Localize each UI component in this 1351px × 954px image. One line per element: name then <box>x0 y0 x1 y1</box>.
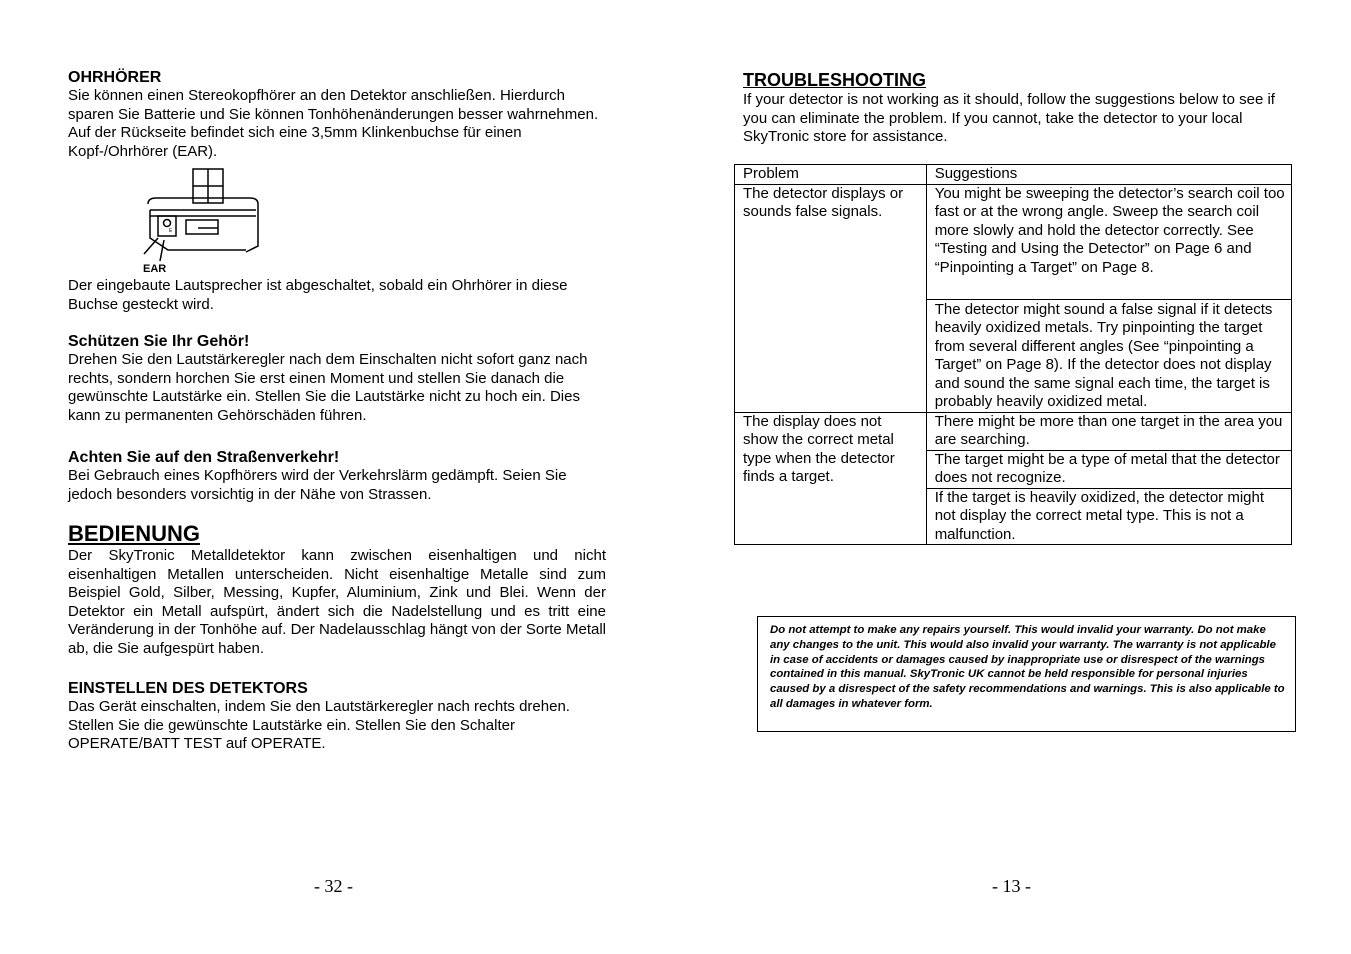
table-row <box>735 184 1292 299</box>
table-header-row <box>735 165 1292 185</box>
bedienung-heading: BEDIENUNG <box>68 521 201 546</box>
after-figure-text: Der eingebaute Lautsprecher ist abgeschaltet, sobald ein Ohrhörer in diese Buchse gesteckt wird. <box>68 277 568 313</box>
warranty-warning-text: Do not attempt to make any repairs yourself. This would invalid your warranty. Do not make any changes to the unit. This would also invalid your warranty. The warranty is not applicable in case of accidents or damages caused by inappropriate use or disrespect of the warnings contained in this manual. SkyTronic UK cannot be held responsible for personal injuries caused by a disrespect of the safety recommendations and warnings. This is also applicable to all damages in whatever form. <box>770 624 1285 710</box>
suggestion-cell-2b: The target might be a type of metal that the detector does not recognize. <box>926 450 1291 488</box>
verkehr-text: Bei Gebrauch eines Kopfhörers wird der Verkehrslärm gedämpft. Seien Sie jedoch besonders vorsichtig in der Nähe von Strassen. <box>68 467 567 503</box>
warranty-warning-box <box>757 616 1296 732</box>
suggestion-cell-1a: You might be sweeping the detector’s search coil too fast or at the wrong angle. Sweep the search coil more slowly and hold the detector correctly. See “Testing and Using the Detector” on Page 6 and “Pinpointing a Target” on Page 8. <box>926 184 1291 299</box>
ear-label: EAR <box>143 263 167 275</box>
troubleshooting-heading: TROUBLESHOOTING <box>743 70 926 90</box>
einstellen-text: Das Gerät einschalten, indem Sie den Lautstärkeregler nach rechts drehen. Stellen Sie die gewünschte Lautstärke ein. Stellen Sie den Schalter OPERATE/BATT TEST auf OPERATE. <box>68 698 570 752</box>
right-page-number: - 13 - <box>992 876 1031 896</box>
schuetzen-section <box>68 332 608 425</box>
bedienung-section <box>68 521 606 658</box>
ohrhoerer-text: Sie können einen Stereokopfhörer an den Detektor anschließen. Hierdurch sparen Sie Batterie und Sie können Tonhöhenänderungen besser wahrnehmen. Auf der Rückseite befindet sich eine 3,5mm Klinkenbuchse für einen Kopf-/Ohrhörer (EAR). <box>68 87 599 160</box>
header-problem: Problem <box>735 165 927 185</box>
header-suggestions: Suggestions <box>926 165 1291 185</box>
suggestion-cell-2a: There might be more than one target in the area you are searching. <box>926 412 1291 450</box>
svg-text:E: E <box>169 228 173 234</box>
troubleshooting-text: If your detector is not working as it should, follow the suggestions below to see if you can eliminate the problem. If you cannot, take the detector to your local SkyTronic store for assistance. <box>743 91 1275 145</box>
problem-cell-1: The detector displays or sounds false signals. <box>735 184 927 412</box>
ohrhoerer-section <box>68 68 608 161</box>
suggestion-cell-1b: The detector might sound a false signal if it detects heavily oxidized metals. Try pinpointing the target from several different angles (See “pinpointing a Target” on Page 8). If the detector does not display and sound the same signal each time, the target is probably heavily oxidized metal. <box>926 299 1291 412</box>
einstellen-heading: EINSTELLEN DES DETEKTORS <box>68 680 308 697</box>
schuetzen-heading: Schützen Sie Ihr Gehör! <box>68 333 250 350</box>
troubleshooting-section <box>743 69 1283 147</box>
ohrhoerer-heading: OHRHÖRER <box>68 69 162 86</box>
schuetzen-text: Drehen Sie den Lautstärkeregler nach dem Einschalten nicht sofort ganz nach rechts, sondern horchen Sie erst einen Moment und stellen Sie danach die gewünschte Lautstärke ein. Stellen Sie die Lautstärke nicht zu hoch ein. Dies kann zu permanenten Gehörschäden führen. <box>68 351 588 424</box>
headphone-jack-diagram-icon <box>138 166 268 266</box>
troubleshooting-table <box>734 164 1292 545</box>
problem-cell-2: The display does not show the correct metal type when the detector finds a target. <box>735 412 927 545</box>
table-row <box>735 412 1292 450</box>
left-page-number: - 32 - <box>314 876 353 896</box>
einstellen-section <box>68 679 613 754</box>
headphone-jack-figure <box>138 166 268 278</box>
verkehr-section <box>68 448 608 504</box>
after-figure-text-block <box>68 277 608 314</box>
bedienung-text: Der SkyTronic Metalldetektor kann zwischen eisenhaltigen und nicht eisenhaltigen Metallen unterscheiden. Nicht eisenhaltige Metalle sind zum Beispiel Gold, Silber, Messing, Kupfer, Aluminium, Zink und Blei. Wenn der Detektor ein Metall aufspürt, ändert sich die Nadelstellung und es tritt eine Veränderung in der Tonhöhe auf. Der Nadelausschlag hängt von der Sorte Metall ab, die Sie aufgespürt haben. <box>68 547 606 657</box>
suggestion-cell-2c: If the target is heavily oxidized, the detector might not display the correct metal type. This is not a malfunction. <box>926 488 1291 545</box>
verkehr-heading: Achten Sie auf den Straßenverkehr! <box>68 449 340 466</box>
